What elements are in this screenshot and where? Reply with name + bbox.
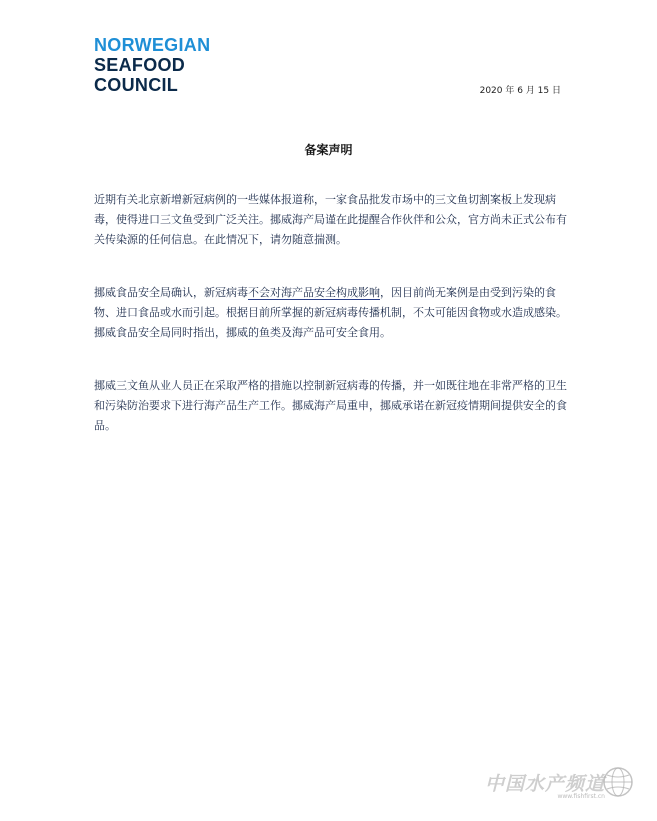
norwegian-seafood-council-logo — [94, 35, 234, 95]
document-title: 备案声明 — [304, 143, 353, 157]
logo-line-norwegian: NORWEGIAN — [94, 35, 211, 55]
logo-line-council: COUNCIL — [94, 75, 179, 95]
paragraph-3: 挪威三文鱼从业人员正在采取严格的措施以控制新冠病毒的传播，并一如既往地在非常严格的卫生和污染防治要求下进行海产品生产工作。挪威海产局重申，挪威承诺在新冠疫情期间提供安全的食品。 — [94, 379, 567, 432]
paragraph-2-start: 挪威食品安全局确认，新冠病毒 — [94, 286, 248, 299]
watermark — [465, 763, 635, 807]
paragraph-2 — [94, 283, 572, 343]
paragraph-2-highlight: 不会对海产品安全构成影响 — [248, 286, 380, 299]
paragraph-2-end: ，因目前尚无案例是由受到污染的食物、进口食品或水而引起。根据目前所掌握的新冠病毒传播机制，不太可能因食物或水造成感染。挪威食品安全局同时指出，挪威的鱼类及海产品可安全食用。 — [94, 286, 567, 339]
globe-icon — [601, 765, 635, 799]
watermark-url: www.fishfirst.cn — [557, 793, 605, 800]
document-date: 2020 年 6 月 15 日 — [479, 86, 561, 96]
watermark-text: 中国水产频道 — [484, 773, 605, 795]
paragraph-1: 近期有关北京新增新冠病例的一些媒体报道称，一家食品批发市场中的三文鱼切割案板上发现病毒，使得进口三文鱼受到广泛关注。挪威海产局谨在此提醒合作伙伴和公众，官方尚未正式公布有关传染源的任何信息。在此情况下，请勿随意揣测。 — [94, 193, 567, 246]
logo-line-seafood: SEAFOOD — [94, 55, 186, 75]
